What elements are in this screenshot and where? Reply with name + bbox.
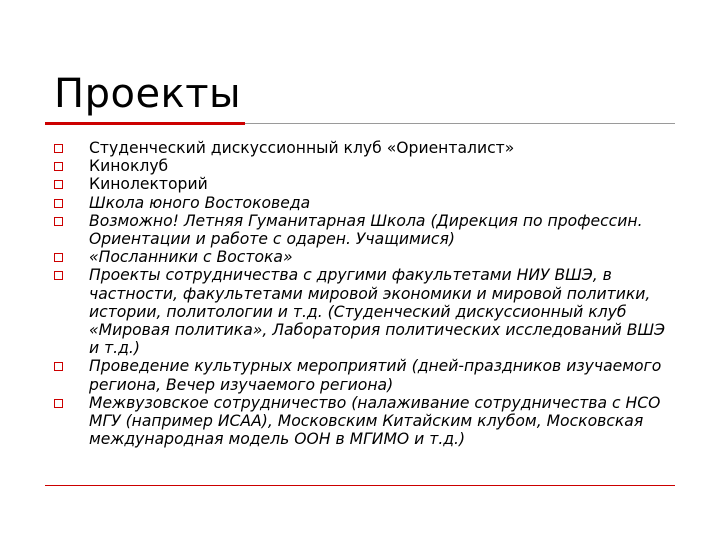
- list-item: [54, 139, 674, 157]
- square-bullet-icon: [54, 253, 63, 262]
- list-item-text: Проекты сотрудничества с другими факультетами НИУ ВШЭ, в частности, факультетами мировой экономики и мировой политики, истории, политологии и т.д. (Студенческий дискуссионный клуб «Мировая политика», Лаборатория политических исследований ВШЭ и т.д.): [89, 266, 665, 358]
- project-list: [54, 139, 674, 448]
- square-bullet-icon: [54, 199, 63, 208]
- title-underline: [45, 122, 675, 125]
- list-item-text: Межвузовское сотрудничество (налаживание сотрудничества с НСО МГУ (например ИСАА), Московским Китайским клубом, Московская международная модель ООН в МГИМО и т.д.): [89, 393, 661, 449]
- list-item-text: Проведение культурных мероприятий (дней-праздников изучаемого региона, Вечер изучаемого региона): [89, 357, 662, 394]
- footer-rule: [45, 485, 675, 488]
- square-bullet-icon: [54, 399, 63, 408]
- list-item-text: Возможно! Летняя Гуманитарная Школа (Дирекция по профессин. Ориентации и работе с одарен. Учащимися): [89, 211, 643, 249]
- list-item: [54, 357, 674, 393]
- list-item: [54, 194, 674, 212]
- square-bullet-icon: [54, 180, 63, 189]
- list-item: [54, 394, 674, 449]
- list-item: [54, 175, 674, 193]
- list-item-text: Киноклуб: [89, 157, 169, 176]
- title-underline-rule: [245, 123, 675, 124]
- footer-rule-line: [45, 485, 675, 486]
- list-item: [54, 157, 674, 175]
- list-item-text: Студенческий дискуссионный клуб «Ориенталист»: [89, 139, 515, 157]
- list-item-text: Кинолекторий: [89, 175, 208, 194]
- slide-title: Проекты: [54, 71, 242, 117]
- square-bullet-icon: [54, 217, 63, 226]
- list-item: [54, 266, 674, 357]
- list-item: [54, 248, 674, 266]
- square-bullet-icon: [54, 144, 63, 153]
- list-item-text: «Посланники с Востока»: [89, 248, 293, 267]
- list-item: [54, 212, 674, 248]
- list-item-text: Школа юного Востоковеда: [89, 193, 311, 212]
- square-bullet-icon: [54, 162, 63, 171]
- square-bullet-icon: [54, 362, 63, 371]
- square-bullet-icon: [54, 271, 63, 280]
- title-underline-accent: [45, 122, 245, 125]
